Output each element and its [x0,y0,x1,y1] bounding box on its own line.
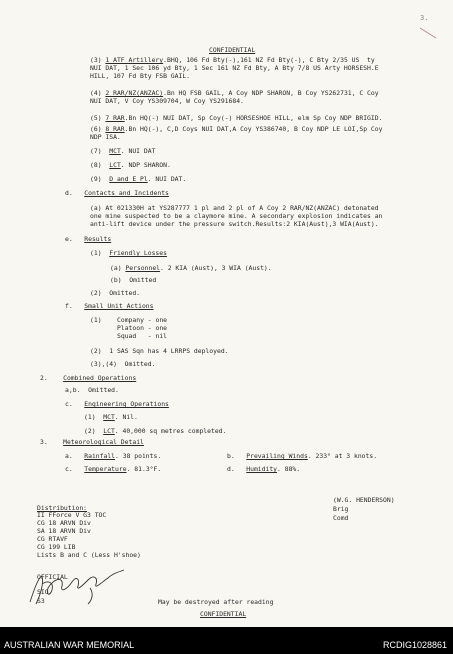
personnel-line [110,265,272,272]
unit-4-num: (4) [90,89,102,97]
unit-3-name: 1 ATF Artillery [105,56,164,64]
winds-title: Prevailing Winds [246,452,308,460]
distribution-line: Lists B and C (Less H'shoe) [37,551,141,559]
small-unit-3-num: (3),(4) [90,360,117,368]
small-unit-2-num: (2) [90,347,102,355]
unit-5-text-a: .Bn HQ(-) NUI DAT, Sp Coy(-) HORSESHOE HILL, elm Sp Coy NDP BRIGID. [124,114,383,122]
combined-sub-line [65,387,119,394]
combined-sub-num: a,b. [65,386,81,394]
unit-8-line [90,162,171,169]
signatory-rank: Brig [333,505,349,513]
platoon-line: Platoon - one [117,324,168,332]
archive-name: AUSTRALIAN WAR MEMORIAL [4,640,135,650]
unit-7-name: MCT [109,147,121,155]
small-unit-title: Small Unit Actions [84,302,154,310]
handwritten-signature [24,560,134,610]
results-2-num: (2) [90,289,102,297]
small-unit-3-line [90,361,155,368]
engineering-title: Engineering Operations [84,400,169,408]
personnel-num: (a) [110,264,122,272]
small-unit-1-num: (1) [90,316,102,324]
unit-8-text-a: . NDP SHARON. [120,161,171,169]
humidity-text: . 88%. [277,465,301,473]
unit-3-num: (3) [90,56,102,64]
contacts-letter: d. [65,189,73,197]
rainfall-title: Rainfall [84,452,116,460]
unit-3-text-a: .BHQ, 106 Fd Bty(-),161 NZ Fd Bty(-), C Bty 2/35 US ty [163,56,375,64]
small-unit-letter: f. [65,302,73,310]
archive-footer-bar [0,627,453,654]
official-sig: SIG [37,588,49,596]
company-line: Company - one [117,316,168,324]
unit-5-name: 7 RAR [105,114,125,122]
equipment-text: Omitted [129,276,157,284]
unit-8-num: (8) [90,161,102,169]
unit-9-line [90,176,186,183]
unit-7-line [90,148,155,155]
personnel-text: . 2 KIA (Aust), 3 WIA (Aust). [160,264,272,272]
distribution-line: CG 199 LIB [37,543,76,551]
rainfall-text: . 38 points. [115,452,162,460]
squad-line: Squad - nil [117,332,168,340]
engineering-1-text: . Nil. [114,413,138,421]
engineering-2-name: LCT [103,427,115,435]
engineering-2-num: (2) [84,427,96,435]
contacts-line-2: one mine suspected to be a claymore mine. A secondary explosion indicates an [90,212,383,220]
engineering-2-line [84,428,226,435]
unit-9-text-a: . NUI DAT. [147,175,187,183]
unit-5-line [90,115,382,122]
results-letter: e. [65,235,73,243]
small-unit-2-text: 1 SAS Sqn has 4 LRRPS deployed. [109,347,229,355]
engineering-1-num: (1) [84,413,96,421]
small-unit-2-line [90,348,229,355]
unit-3-text-c: HILL, 107 Fd Bty FSB GAIL. [90,72,191,80]
results-title: Results [84,235,112,243]
temperature-line [65,466,161,473]
archive-record-id: RCDIG1028861 [382,640,447,650]
signatory-role: Comd [333,514,349,522]
corner-pencil-mark [418,26,438,40]
unit-4-name: 2 RAR/NZ(ANZAC) [105,89,164,97]
friendly-losses-line [90,250,167,257]
header-classification: CONFIDENTIAL [209,46,256,54]
official-label: OFFICIAL [37,573,68,581]
distribution-line: CG RTAVF [37,535,68,543]
met-heading [40,439,144,446]
distribution-line: SA 18 ARVN Div [37,527,91,535]
distribution-line: CG 18 ARVN Div [37,519,91,527]
engineering-letter: c. [65,400,73,408]
distribution-title: Distribution: [37,504,88,512]
unit-6-text-b: NDP ISA. [90,133,121,141]
destroy-notice: May be destroyed after reading [158,598,274,606]
engineering-2-text: . 40,000 sq metres completed. [114,427,227,435]
footer-classification: CONFIDENTIAL [200,610,247,618]
unit-3-text-b: NUI DAT, 1 Sec 106 yd Bty, 1 Sec 161 NZ Fd Bty, A Bty 7/8 US Arty HORSESH.E [90,64,379,72]
unit-9-name: D and E Pl [109,175,148,183]
unit-6-text-a: .Bn HQ(-), C,D Coys NUI DAT,A Coy YS386740, B Coy NDP LE LOI,Sp Coy [124,125,383,133]
contacts-line-1: (a) At 021330H at YS287777 1 pl and 2 pl of A Coy 2 RAR/NZ(ANZAC) detonated [90,204,379,212]
winds-line [227,453,377,460]
rainfall-letter: a. [65,452,73,460]
humidity-line [227,466,300,473]
unit-4-text-a: .Bn HQ FSB GAIL, A Coy NDP SHARON, B Coy YS262731, C Coy [163,89,379,97]
contacts-line-3: anti-lift device under the pressure switch.Results:2 KIA(Aust),3 WIA(Aust). [90,220,379,228]
page-tick: 3. [420,14,429,22]
rainfall-line [65,453,161,460]
engineering-1-line [84,414,138,421]
friendly-losses-num: (1) [90,249,102,257]
met-num: 3. [40,438,48,446]
combined-sub-text: Omitted. [88,386,119,394]
distribution-line: II FForce V G3 TOC [37,511,107,519]
results-heading [65,236,111,243]
unit-6-name: 8 RAR [105,125,125,133]
equipment-num: (b) [110,276,122,284]
unit-6-num: (6) [90,125,102,133]
signatory-name: (W.G. HENDERSON) [333,496,395,504]
engineering-heading [65,401,169,408]
contacts-heading [65,190,169,197]
unit-7-num: (7) [90,147,102,155]
winds-letter: b. [227,452,235,460]
equipment-line [110,277,156,284]
combined-num: 2. [40,374,48,382]
humidity-letter: d. [227,465,235,473]
unit-8-name: LCT [109,161,121,169]
results-2-line [90,290,140,297]
met-title: Meteorological Detail [63,438,144,446]
engineering-1-name: MCT [103,413,115,421]
small-unit-3-text: Omitted. [124,360,156,368]
unit-6-line [90,126,382,133]
humidity-title: Humidity [246,465,278,473]
unit-9-num: (9) [90,175,102,183]
combined-heading [40,375,136,382]
personnel-title: Personnel [125,264,161,272]
temperature-text: . 81.3°F. [126,465,162,473]
winds-text: . 233° at 3 knots. [307,452,378,460]
results-2-text: Omitted. [109,289,141,297]
unit-4-text-b: NUI DAT, V Coy YS309704, W Coy YS291684. [90,97,244,105]
temperature-title: Temperature [84,465,127,473]
unit-5-num: (5) [90,114,102,122]
unit-7-text-a: . NUI DAT [120,147,156,155]
friendly-losses-title: Friendly Losses [109,249,167,257]
small-unit-heading [65,303,154,310]
temperature-letter: c. [65,465,73,473]
combined-title: Combined Operations [63,374,137,382]
contacts-title: Contacts and Incidents [84,189,169,197]
official-num: S3 [37,597,45,605]
